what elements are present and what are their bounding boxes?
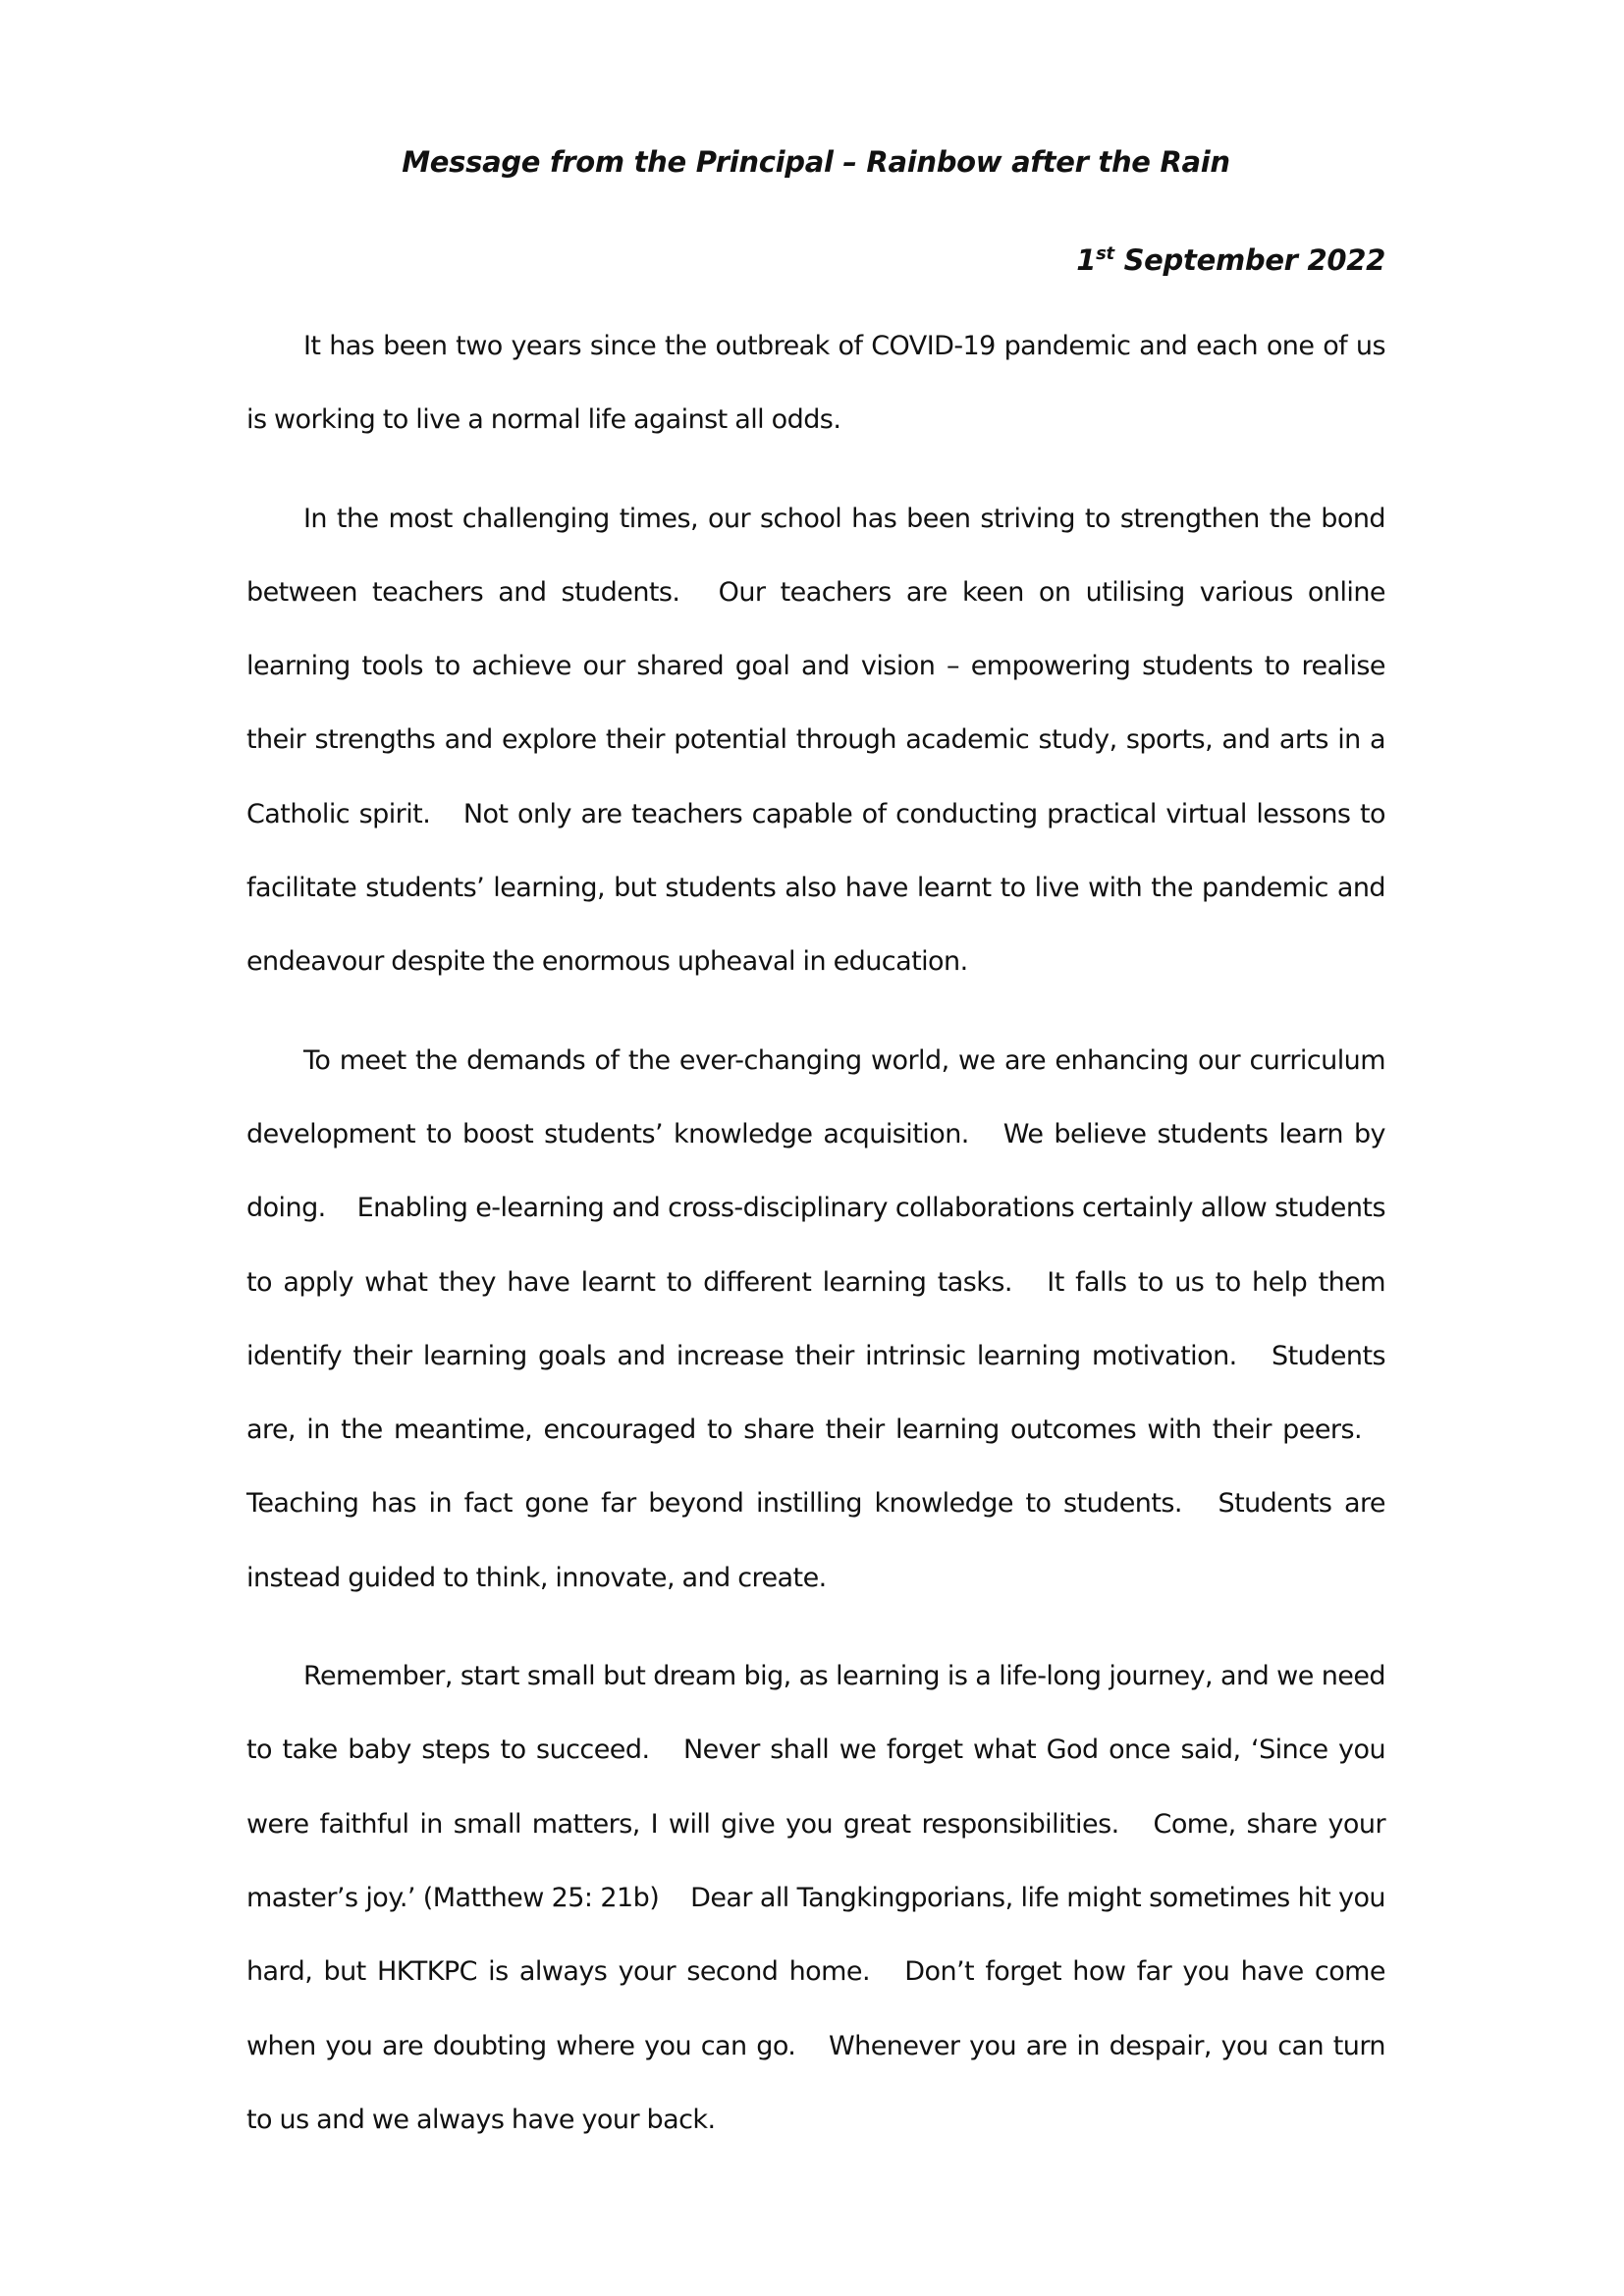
sentence: Our teachers are keen on utilising various online learning tools to achieve our shared goal and vision – empowering students to realise their strengths and explore their potential through academic study, sports, and arts in a Catholic spirit. bbox=[246, 576, 1385, 829]
sentence: Whenever you are in despair, you can turn to us and we always have your back. bbox=[246, 2030, 1385, 2135]
sentence: Remember, start small but dream big, as learning is a life-long journey, and we need to take baby steps to succeed. bbox=[246, 1661, 1385, 1766]
sentence: It has been two years since the outbreak of COVID-19 pandemic and each one of us is working to live a normal life against all odds. bbox=[246, 331, 1385, 436]
sentence: Teaching has in fact gone far beyond instilling knowledge to students. bbox=[246, 1488, 1182, 1520]
page-content bbox=[246, 137, 1385, 2157]
sentence: Not only are teachers capable of conducting practical virtual lessons to facilitate students’ learning, but students also have learnt to live with the pandemic and endeavour despite the enormous upheaval in education. bbox=[246, 798, 1385, 978]
paragraph-2 bbox=[246, 482, 1385, 999]
sentence: Dear all Tangkingporians, life might sometimes hit you hard, but HKTKPC is always your second home. bbox=[246, 1882, 1385, 1988]
sentence: Never shall we forget what God once said, ‘Since you were faithful in small matters, I will give you great responsibilities. bbox=[246, 1735, 1386, 1840]
paragraph-1 bbox=[246, 309, 1385, 457]
sentence: To meet the demands of the ever-changing world, we are enhancing our curriculum development to boost students’ knowledge acquisition. bbox=[246, 1044, 1385, 1149]
sentence: In the most challenging times, our school has been striving to strengthen the bond between teachers and students. bbox=[246, 503, 1385, 608]
sentence: We believe students learn by doing. bbox=[246, 1118, 1385, 1224]
letter-date bbox=[246, 236, 1385, 285]
paragraph-3 bbox=[246, 1024, 1385, 1615]
date-day: 1 bbox=[1076, 243, 1097, 277]
sentence: Students are instead guided to think, innovate, and create. bbox=[246, 1488, 1385, 1593]
sentence: It falls to us to help them identify their learning goals and increase their intrinsic learning motivation. bbox=[246, 1266, 1385, 1371]
page-title: Message from the Principal – Rainbow after the Rain bbox=[402, 145, 1230, 179]
sentence: Don’t forget how far you have come when you are doubting where you can go. bbox=[246, 1956, 1385, 2061]
sentence: Come, share your master’s joy.’ (Matthew 25: 21b) bbox=[246, 1808, 1385, 1913]
sentence: Students are, in the meantime, encouraged to share their learning outcomes with their peers. bbox=[246, 1340, 1385, 1446]
sentence: Enabling e-learning and cross-disciplinary collaborations certainly allow students to apply what they have learnt to different learning tasks. bbox=[246, 1193, 1385, 1298]
date-month-year: September 2022 bbox=[1113, 243, 1385, 277]
date-ordinal-suffix: st bbox=[1096, 243, 1114, 264]
paragraph-4 bbox=[246, 1639, 1385, 2157]
